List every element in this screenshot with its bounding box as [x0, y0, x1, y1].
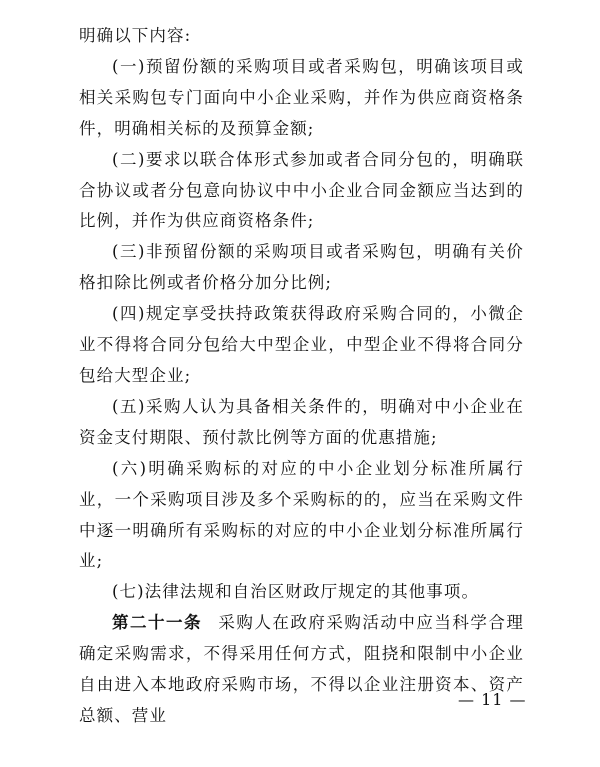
- paragraph-item-7: (七)法律法规和自治区财政厅规定的其他事项。: [112, 582, 480, 602]
- paragraph-item-2: (二)要求以联合体形式参加或者合同分包的，明确联合协议或者分包意向协议中中小企业合同金额应当达到的比例，并作为供应商资格条件;: [79, 149, 524, 231]
- document-body: [79, 21, 524, 732]
- article-text: 采购人在政府采购活动中应当科学合理确定采购需求，不得采用任何方式，阻挠和限制中小企业自由进入本地政府采购市场，不得以企业注册资本、资产总额、营业: [79, 613, 524, 725]
- page-number: — 11 —: [458, 690, 527, 709]
- article-heading: 第二十一条: [112, 613, 202, 633]
- article-paragraph: [79, 608, 524, 732]
- paragraph-intro: 明确以下内容:: [79, 26, 192, 45]
- paragraph-item-4: (四)规定享受扶持政策获得政府采购合同的，小微企业不得将合同分包给大中型企业，中型企业不得将合同分包给大型企业;: [79, 304, 524, 385]
- paragraph-item-1: (一)预留份额的采购项目或者采购包，明确该项目或相关采购包专门面向中小企业采购，并作为供应商资格条件，明确相关标的及预算金额;: [79, 56, 524, 138]
- paragraph-item-6: (六)明确采购标的对应的中小企业划分标准所属行业，一个采购项目涉及多个采购标的的，应当在采购文件中逐一明确所有采购标的对应的中小企业划分标准所属行业;: [79, 458, 524, 571]
- paragraph-item-5: (五)采购人认为具备相关条件的，明确对中小企业在资金支付期限、预付款比例等方面的优惠措施;: [79, 396, 524, 447]
- paragraph-item-3: (三)非预留份额的采购项目或者采购包，明确有关价格扣除比例或者价格分加分比例;: [79, 242, 524, 293]
